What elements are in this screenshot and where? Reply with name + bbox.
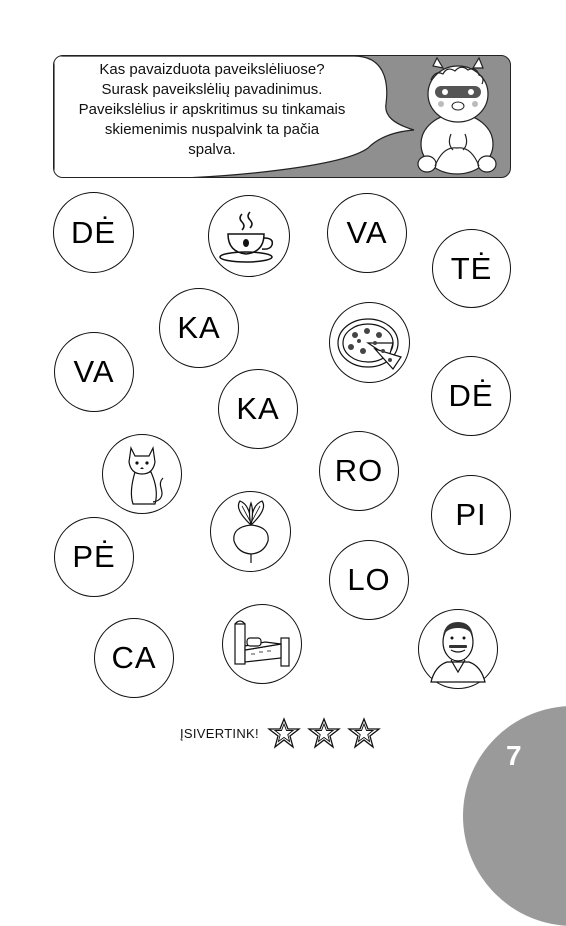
instruction-line: Paveikslėlius ir apskritimus su tinkamais	[78, 101, 346, 118]
syllable-circle-ka-2[interactable]	[218, 369, 298, 449]
syllable-text: DĖ	[70, 214, 117, 250]
page-corner	[463, 706, 566, 926]
star-icon[interactable]	[347, 717, 381, 749]
syllable-text: KA	[177, 310, 221, 345]
syllable-circle-ka-1[interactable]	[159, 288, 239, 368]
picture-circle-man[interactable]	[418, 609, 498, 689]
instructions-text	[62, 60, 362, 160]
syllable-text: LO	[347, 562, 391, 597]
syllable-text: TĖ	[450, 250, 493, 286]
syllable-text: VA	[73, 354, 115, 389]
picture-circle-coffee[interactable]	[208, 195, 290, 277]
self-evaluation-label: ĮSIVERTINK!	[180, 725, 259, 741]
man-portrait-icon	[427, 614, 489, 684]
syllable-circle-pi[interactable]	[431, 475, 511, 555]
syllable-circle-ro[interactable]	[319, 431, 399, 511]
syllable-circle-va-2[interactable]	[54, 332, 134, 412]
syllable-text: KA	[236, 391, 280, 426]
syllable-circle-de-2[interactable]	[431, 356, 511, 436]
instruction-line: skiemenimis nuspalvink ta pačia	[104, 121, 320, 138]
syllable-circle-de-1[interactable]	[53, 192, 134, 273]
instruction-line: Kas pavaizduota paveikslėliuose?	[99, 61, 325, 78]
cat-icon	[117, 442, 167, 506]
picture-circle-cat[interactable]	[102, 434, 182, 514]
self-evaluation	[180, 718, 387, 748]
coffee-cup-icon	[216, 208, 282, 264]
page-number: 7	[506, 740, 522, 771]
syllable-text: DĖ	[448, 378, 494, 413]
instruction-line: spalva.	[188, 141, 236, 158]
bed-icon	[229, 616, 295, 672]
star-icon[interactable]	[307, 717, 341, 749]
syllable-text: PĖ	[72, 539, 116, 574]
picture-circle-bed[interactable]	[222, 604, 302, 684]
syllable-text: RO	[334, 453, 384, 488]
picture-circle-pizza[interactable]	[329, 302, 410, 383]
syllable-text: CA	[111, 640, 157, 675]
syllable-circle-pe[interactable]	[54, 517, 134, 597]
instruction-line: Surask paveikslėlių pavadinimus.	[101, 81, 323, 98]
alpaca-icon	[405, 56, 510, 178]
beet-icon	[226, 499, 276, 565]
star-icon[interactable]	[267, 717, 301, 749]
pizza-icon	[335, 313, 405, 373]
syllable-circle-lo[interactable]	[329, 540, 409, 620]
syllable-text: PI	[455, 497, 487, 532]
syllable-circle-te[interactable]	[432, 229, 511, 308]
syllable-circle-ca[interactable]	[94, 618, 174, 698]
picture-circle-beet[interactable]	[210, 491, 291, 572]
syllable-circle-va-1[interactable]	[327, 193, 407, 273]
syllable-text: VA	[346, 215, 388, 250]
